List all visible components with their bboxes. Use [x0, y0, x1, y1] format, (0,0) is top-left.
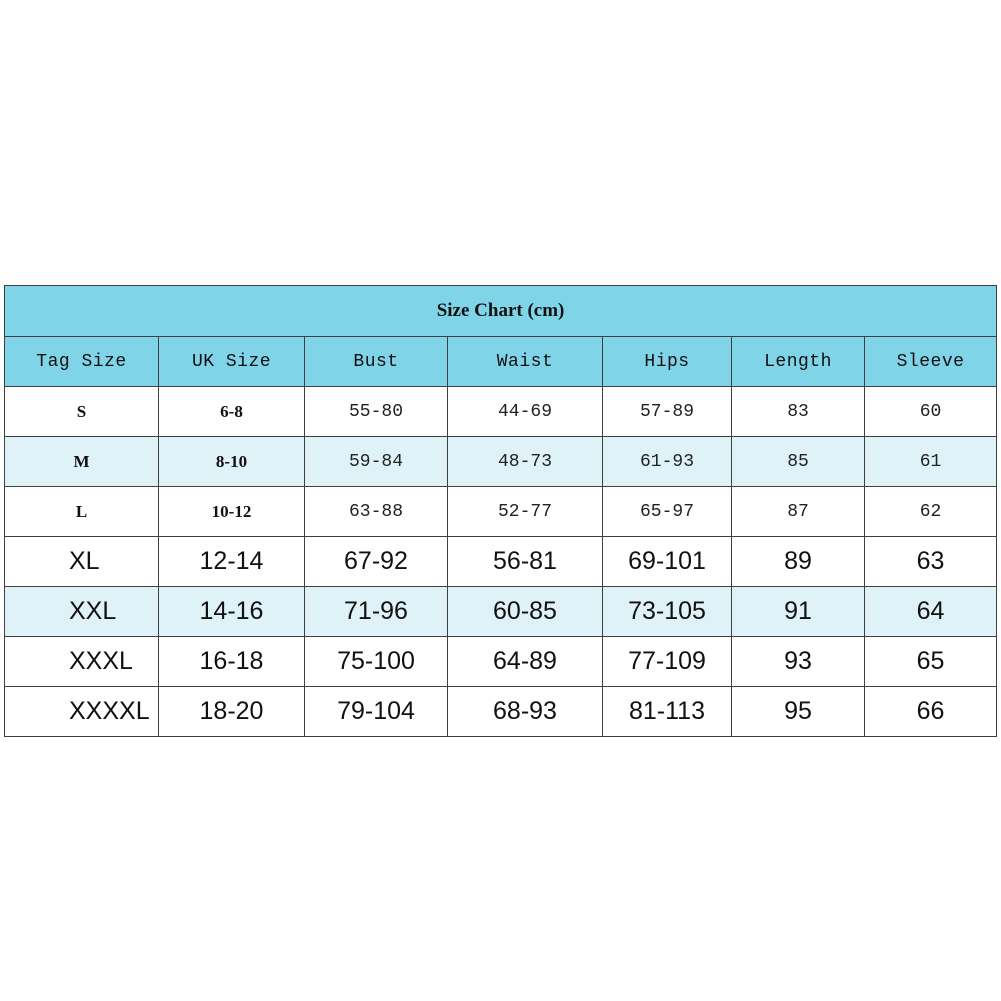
cell-hips: 61-93	[603, 437, 732, 487]
column-header-length: Length	[732, 337, 865, 387]
size-chart-table	[4, 285, 997, 737]
cell-waist: 44-69	[448, 387, 603, 437]
cell-bust: 55-80	[305, 387, 448, 437]
cell-sleeve: 65	[865, 637, 997, 687]
cell-uk-size: 16-18	[159, 637, 305, 687]
cell-bust: 67-92	[305, 537, 448, 587]
cell-sleeve: 66	[865, 687, 997, 737]
cell-hips: 65-97	[603, 487, 732, 537]
cell-bust: 59-84	[305, 437, 448, 487]
cell-bust: 71-96	[305, 587, 448, 637]
column-header-sleeve: Sleeve	[865, 337, 997, 387]
table-row	[5, 687, 997, 737]
table-row	[5, 487, 997, 537]
cell-hips: 69-101	[603, 537, 732, 587]
cell-bust: 75-100	[305, 637, 448, 687]
cell-waist: 68-93	[448, 687, 603, 737]
cell-length: 83	[732, 387, 865, 437]
cell-length: 89	[732, 537, 865, 587]
cell-length: 91	[732, 587, 865, 637]
cell-uk-size: 8-10	[159, 437, 305, 487]
cell-length: 93	[732, 637, 865, 687]
table-row	[5, 637, 997, 687]
cell-tag-size: L	[5, 487, 159, 537]
table-row	[5, 387, 997, 437]
cell-bust: 63-88	[305, 487, 448, 537]
cell-tag-size: M	[5, 437, 159, 487]
cell-hips: 57-89	[603, 387, 732, 437]
table-title: Size Chart (cm)	[5, 286, 997, 337]
cell-waist: 64-89	[448, 637, 603, 687]
table-row	[5, 587, 997, 637]
cell-waist: 56-81	[448, 537, 603, 587]
column-header-hips: Hips	[603, 337, 732, 387]
cell-tag-size: XXXL	[5, 637, 159, 687]
column-header-tag-size: Tag Size	[5, 337, 159, 387]
cell-uk-size: 6-8	[159, 387, 305, 437]
cell-tag-size: XXXXL	[5, 687, 159, 737]
header-row	[5, 337, 997, 387]
cell-tag-size: XXL	[5, 587, 159, 637]
cell-waist: 60-85	[448, 587, 603, 637]
table-row	[5, 537, 997, 587]
cell-sleeve: 62	[865, 487, 997, 537]
cell-sleeve: 63	[865, 537, 997, 587]
cell-length: 87	[732, 487, 865, 537]
cell-sleeve: 60	[865, 387, 997, 437]
cell-hips: 77-109	[603, 637, 732, 687]
cell-uk-size: 14-16	[159, 587, 305, 637]
column-header-waist: Waist	[448, 337, 603, 387]
cell-hips: 81-113	[603, 687, 732, 737]
cell-waist: 52-77	[448, 487, 603, 537]
cell-uk-size: 12-14	[159, 537, 305, 587]
cell-tag-size: S	[5, 387, 159, 437]
column-header-bust: Bust	[305, 337, 448, 387]
cell-sleeve: 64	[865, 587, 997, 637]
title-row	[5, 286, 997, 337]
column-header-uk-size: UK Size	[159, 337, 305, 387]
cell-sleeve: 61	[865, 437, 997, 487]
cell-tag-size: XL	[5, 537, 159, 587]
cell-length: 95	[732, 687, 865, 737]
cell-uk-size: 10-12	[159, 487, 305, 537]
cell-hips: 73-105	[603, 587, 732, 637]
cell-bust: 79-104	[305, 687, 448, 737]
cell-waist: 48-73	[448, 437, 603, 487]
table-row	[5, 437, 997, 487]
cell-uk-size: 18-20	[159, 687, 305, 737]
cell-length: 85	[732, 437, 865, 487]
